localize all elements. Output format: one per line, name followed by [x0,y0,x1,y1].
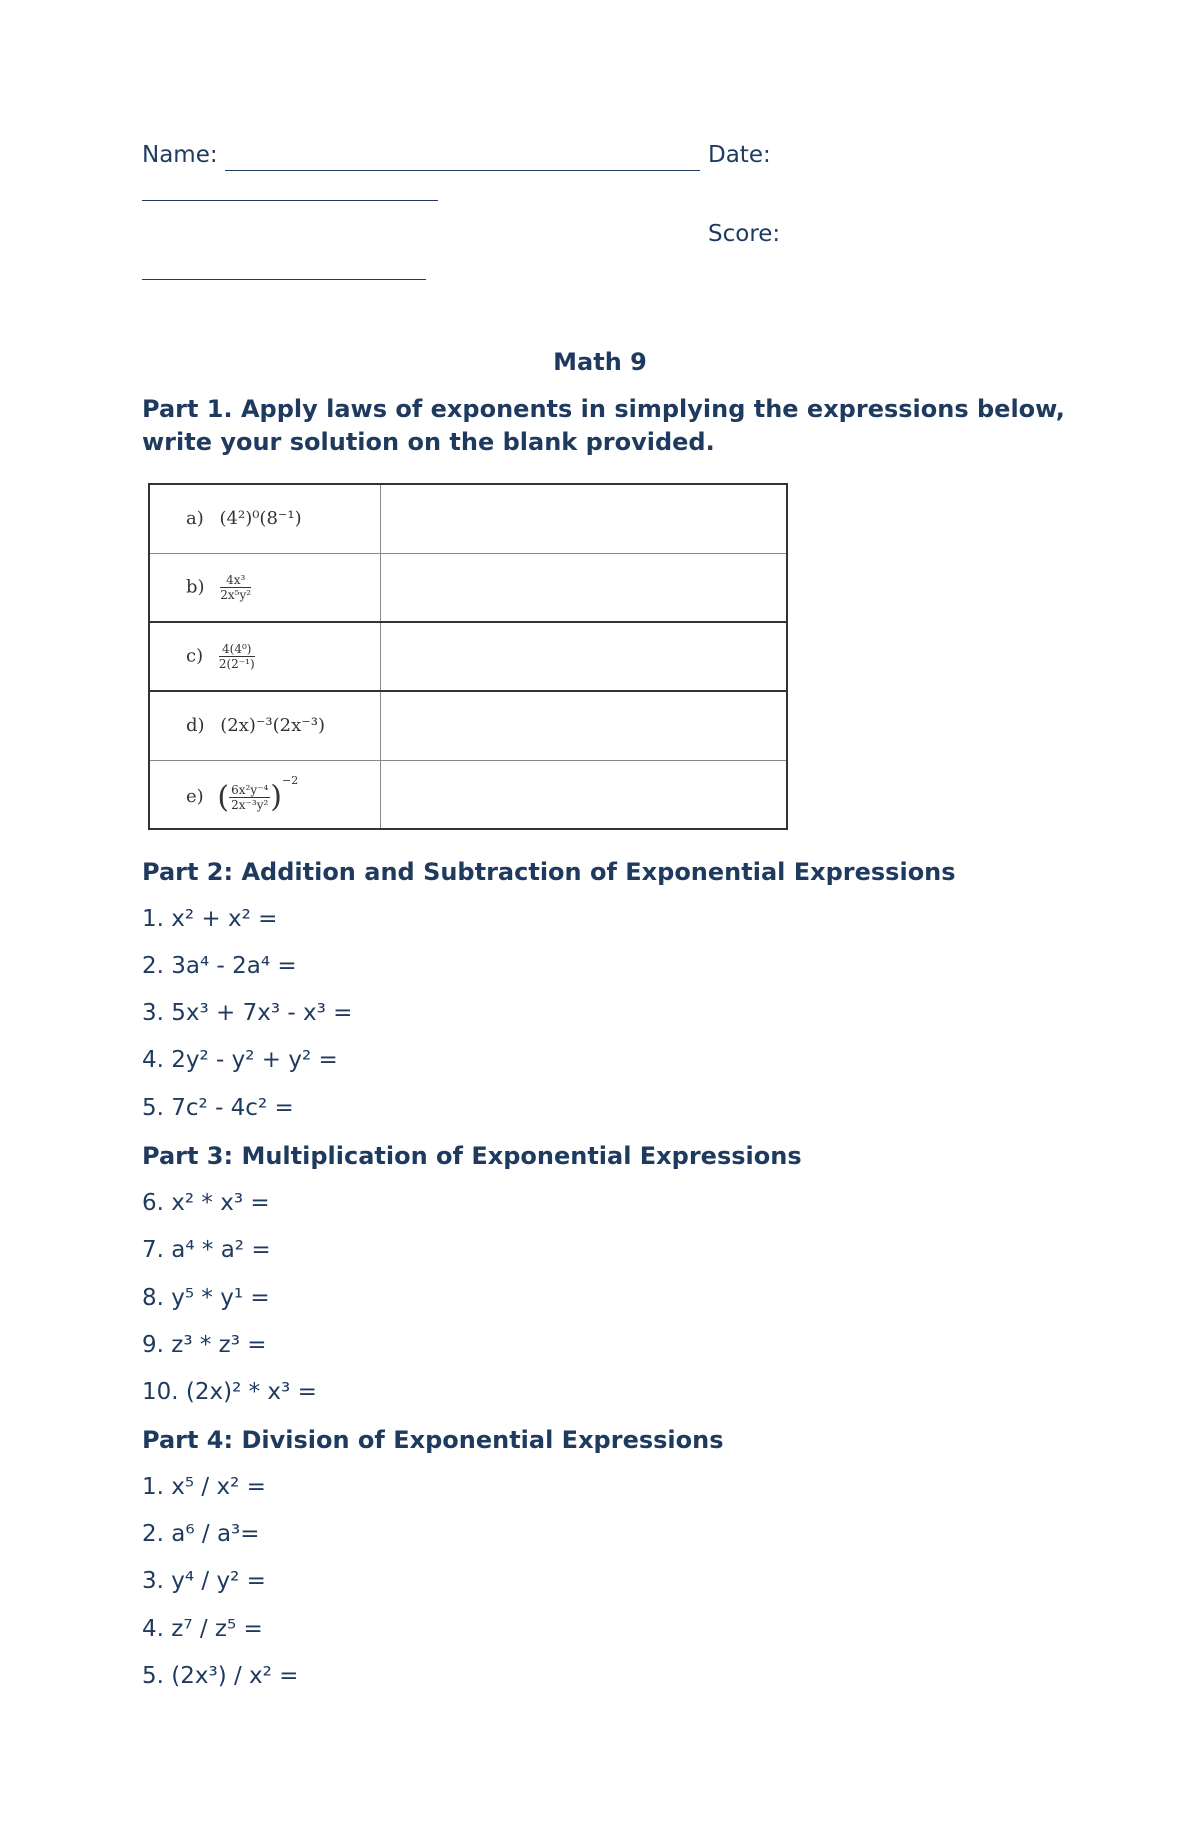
table-row [149,484,787,553]
expression-cell [149,760,381,829]
answer-cell[interactable] [381,553,788,622]
part1-instruction-line1: Part 1. Apply laws of exponents in simplying the expressions below, [142,395,1065,423]
table-row [149,760,787,829]
part3-item: 8. y⁵ * y¹ = [142,1285,270,1311]
denominator: 2(2⁻¹) [218,657,255,671]
denominator: 2x⁵y² [220,587,252,602]
expression-cell [149,691,381,760]
part4-item: 1. x⁵ / x² = [142,1474,266,1500]
part2-item: 5. 7c² - 4c² = [142,1095,294,1121]
table-row [149,622,787,691]
outer-exponent: −2 [282,774,299,787]
answer-cell[interactable] [381,691,788,760]
close-paren: ) [270,779,282,815]
part1-exercise-table [148,483,788,830]
part3-item: 6. x² * x³ = [142,1190,270,1216]
row-label: d) [186,715,205,737]
table-row [149,553,787,622]
name-blank-line [225,170,700,171]
part1-instruction-line2: write your solution on the blank provided. [142,428,715,456]
row-label: b) [186,576,205,598]
numerator: 4(4⁰) [219,642,255,657]
answer-cell[interactable] [381,622,788,691]
expression-cell [149,622,381,691]
part2-item: 2. 3a⁴ - 2a⁴ = [142,953,297,979]
expression-cell [149,553,381,622]
part4-item: 2. a⁶ / a³= [142,1521,260,1547]
numerator: 4x³ [220,573,251,588]
part2-item: 3. 5x³ + 7x³ - x³ = [142,1000,353,1026]
expression-cell [149,484,381,553]
part3-heading: Part 3: Multiplication of Exponential Expressions [142,1142,802,1170]
part4-heading: Part 4: Division of Exponential Expressions [142,1426,724,1454]
score-label: Score: [708,221,781,247]
date-label: Date: [708,142,771,168]
open-paren: ( [217,779,230,815]
part2-item: 1. x² + x² = [142,906,278,932]
part4-item: 3. y⁴ / y² = [142,1568,266,1594]
fraction [229,783,270,812]
date-blank-line [142,200,438,201]
fraction [220,573,251,602]
row-label: a) [186,508,204,530]
row-label: c) [186,645,204,667]
part2-item: 4. 2y² - y² + y² = [142,1047,338,1073]
part4-item: 5. (2x³) / x² = [142,1663,299,1689]
part4-item: 4. z⁷ / z⁵ = [142,1616,263,1642]
answer-cell[interactable] [381,760,788,829]
fraction [219,642,255,671]
row-label: e) [186,786,204,807]
score-blank-line [142,279,426,280]
table-row [149,691,787,760]
denominator: 2x⁻³y² [231,797,269,812]
numerator: 6x²y⁻⁴ [231,782,269,797]
part3-item: 7. a⁴ * a² = [142,1237,271,1263]
part3-item: 9. z³ * z³ = [142,1332,267,1358]
part2-heading: Part 2: Addition and Subtraction of Exponential Expressions [142,858,956,886]
name-label: Name: [142,142,218,168]
expression: (4²)⁰(8⁻¹) [219,508,302,530]
part3-item: 10. (2x)² * x³ = [142,1379,317,1405]
worksheet-title: Math 9 [553,348,647,376]
expression: (2x)⁻³(2x⁻³) [220,715,326,737]
answer-cell[interactable] [381,484,788,553]
